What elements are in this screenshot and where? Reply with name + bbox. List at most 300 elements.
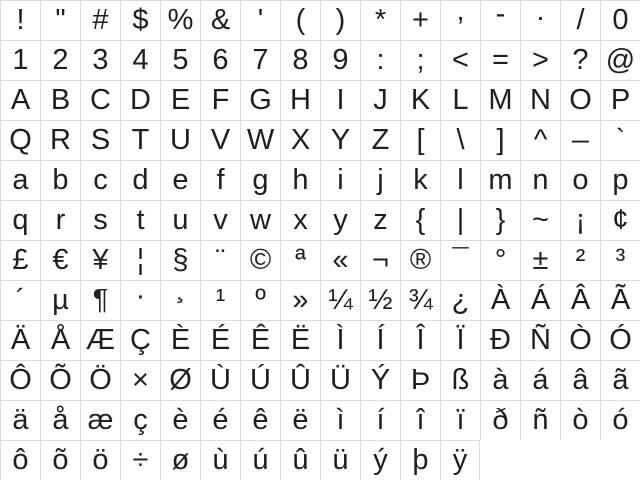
glyph-cell[interactable] [80,240,120,280]
glyph: + [412,4,429,36]
glyph: J [373,84,388,116]
glyph-cell[interactable] [440,0,480,40]
glyph: û [292,444,309,476]
glyph: < [452,44,469,76]
glyph: ý [373,444,388,476]
glyph-cell[interactable] [480,240,520,280]
glyph-cell[interactable] [520,240,560,280]
glyph-cell[interactable] [240,120,280,160]
glyph-cell[interactable] [480,80,520,120]
glyph-cell[interactable] [360,40,400,80]
glyph-cell[interactable] [200,440,240,480]
glyph: Y [330,124,351,156]
glyph-cell[interactable] [200,240,240,280]
glyph-cell[interactable] [120,360,160,400]
glyph-cell[interactable] [120,320,160,360]
glyph-cell[interactable] [40,240,80,280]
glyph-cell[interactable] [320,200,360,240]
glyph-cell[interactable] [120,440,160,480]
glyph-cell[interactable] [240,40,280,80]
glyph: # [92,4,109,36]
glyph-cell[interactable] [400,440,440,480]
glyph-cell[interactable] [200,280,240,320]
glyph-cell[interactable] [360,80,400,120]
glyph: @ [605,44,636,76]
glyph: , [456,0,465,27]
glyph: l [457,164,464,196]
glyph-cell[interactable] [80,440,120,480]
glyph: H [290,84,311,116]
glyph: Ò [569,324,592,356]
glyph-cell[interactable] [40,360,80,400]
glyph-cell[interactable] [40,200,80,240]
glyph-cell[interactable] [240,400,280,440]
glyph-cell[interactable] [200,200,240,240]
glyph: T [131,124,150,156]
glyph-cell[interactable] [560,360,600,400]
glyph: D [130,84,151,116]
glyph-cell[interactable] [520,80,560,120]
glyph-cell[interactable] [360,240,400,280]
glyph-cell[interactable] [320,400,360,440]
glyph: ó [612,404,629,436]
glyph: Ã [610,284,631,316]
glyph-cell[interactable] [40,160,80,200]
glyph: ô [12,444,29,476]
glyph: W [246,124,275,156]
glyph-cell[interactable] [80,80,120,120]
glyph: ¦ [136,244,145,276]
glyph: õ [52,444,69,476]
glyph-cell[interactable] [480,320,520,360]
glyph: ú [252,444,269,476]
glyph-cell[interactable] [560,112,600,160]
glyph-cell[interactable] [280,280,320,320]
glyph-cell[interactable] [480,200,520,240]
glyph-cell[interactable] [320,360,360,400]
glyph-cell[interactable] [80,0,120,40]
glyph: I [336,84,345,116]
glyph-cell[interactable] [560,200,600,240]
glyph-cell[interactable] [200,160,240,200]
glyph-cell[interactable] [80,120,120,160]
glyph: = [492,44,509,76]
glyph: x [293,204,308,236]
glyph-cell[interactable] [280,200,320,240]
glyph-cell[interactable] [400,280,440,320]
glyph-cell[interactable] [400,200,440,240]
glyph-cell[interactable] [440,360,480,400]
glyph-cell[interactable] [400,160,440,200]
glyph-cell[interactable] [120,400,160,440]
glyph: k [413,164,428,196]
glyph-cell[interactable] [0,240,40,280]
glyph: © [249,244,272,276]
glyph-cell[interactable] [400,240,440,280]
glyph-cell[interactable] [480,280,520,320]
glyph-cell[interactable] [0,280,40,320]
glyph-cell[interactable] [360,200,400,240]
glyph-cell[interactable] [480,160,520,200]
glyph: ² [575,244,586,276]
glyph: X [290,124,311,156]
glyph: ¯ [452,244,469,276]
glyph-cell[interactable] [80,360,120,400]
glyph: $ [132,4,149,36]
glyph: o [572,164,589,196]
glyph: ± [532,244,549,276]
glyph: Ñ [530,324,551,356]
glyph: æ [87,404,114,436]
glyph-cell[interactable] [480,40,520,80]
glyph-cell[interactable] [600,40,640,80]
glyph-cell[interactable] [120,240,160,280]
glyph: ] [496,124,505,156]
glyph-cell[interactable] [520,160,560,200]
glyph-cell[interactable] [360,160,400,200]
glyph-cell[interactable] [280,400,320,440]
glyph: e [172,164,189,196]
glyph: ® [409,244,432,276]
glyph-cell[interactable] [240,0,280,40]
glyph-cell[interactable] [520,280,560,320]
glyph: ! [16,4,25,36]
glyph-cell[interactable] [80,200,120,240]
glyph-cell[interactable] [280,360,320,400]
glyph: q [12,204,29,236]
glyph: £ [12,244,29,276]
glyph-cell[interactable] [40,400,80,440]
glyph: ¢ [612,204,629,236]
glyph-cell[interactable] [600,80,640,120]
glyph-cell[interactable] [440,80,480,120]
glyph-cell[interactable] [560,0,600,40]
glyph: : [376,44,385,76]
glyph-cell[interactable] [280,0,320,40]
glyph-cell[interactable] [280,440,320,480]
glyph-cell[interactable] [480,360,520,400]
glyph: þ [412,444,429,476]
glyph: _ [572,112,589,144]
glyph: è [172,404,189,436]
glyph-cell[interactable] [600,320,640,360]
glyph-cell[interactable] [400,80,440,120]
glyph-cell[interactable] [320,320,360,360]
glyph: ) [335,4,346,36]
glyph: ¨ [215,244,226,276]
glyph: Á [530,284,551,316]
glyph: Í [376,324,385,356]
glyph-cell[interactable] [480,400,520,440]
glyph-cell[interactable] [240,200,280,240]
glyph-cell[interactable] [40,0,80,40]
glyph: € [52,244,69,276]
glyph-cell[interactable] [80,160,120,200]
glyph-cell[interactable] [80,400,120,440]
glyph-cell[interactable] [560,280,600,320]
glyph-cell[interactable] [0,200,40,240]
glyph: ç [133,404,148,436]
glyph-cell[interactable] [120,0,160,40]
glyph: - [495,0,506,30]
glyph-cell[interactable] [80,280,120,320]
glyph: ë [292,404,309,436]
glyph-cell[interactable] [440,40,480,80]
glyph-cell[interactable] [280,40,320,80]
glyph: ¡ [575,204,586,236]
glyph-cell[interactable] [320,280,360,320]
glyph: C [90,84,111,116]
glyph: Ù [210,364,231,396]
glyph-cell[interactable] [40,320,80,360]
glyph-cell[interactable] [560,400,600,440]
glyph: ¥ [92,244,109,276]
glyph-cell[interactable] [160,200,200,240]
glyph: i [337,164,344,196]
glyph-cell[interactable] [600,280,640,320]
glyph-cell[interactable] [320,240,360,280]
glyph: « [332,244,349,276]
glyph-cell[interactable] [160,400,200,440]
glyph: Î [416,324,425,356]
glyph: Q [9,124,32,156]
glyph-cell[interactable] [480,120,520,160]
glyph-cell[interactable] [440,280,480,320]
glyph-cell[interactable] [280,240,320,280]
glyph: ¬ [372,244,389,276]
glyph: M [488,84,513,116]
glyph: E [170,84,191,116]
glyph-cell[interactable] [600,360,640,400]
glyph-cell[interactable] [600,160,640,200]
glyph: × [132,364,149,396]
glyph: * [374,4,387,36]
glyph-cell[interactable] [240,320,280,360]
glyph-cell[interactable] [480,0,520,40]
glyph-cell[interactable] [360,400,400,440]
glyph-cell[interactable] [440,120,480,160]
glyph: ÿ [452,444,468,476]
glyph-cell[interactable] [320,80,360,120]
glyph-cell[interactable] [520,40,560,80]
glyph-cell[interactable] [200,320,240,360]
glyph: s [93,204,108,236]
glyph-cell[interactable] [240,80,280,120]
glyph: > [532,44,549,76]
glyph-cell[interactable] [400,360,440,400]
glyph-cell[interactable] [0,360,40,400]
glyph: ´ [15,284,26,316]
glyph-cell[interactable] [520,120,560,160]
glyph-cell[interactable] [160,120,200,160]
glyph-cell[interactable] [200,360,240,400]
glyph-cell[interactable] [120,280,160,320]
glyph-cell[interactable] [360,440,400,480]
glyph-cell[interactable] [320,440,360,480]
glyph-cell[interactable] [280,120,320,160]
glyph: ü [332,444,349,476]
glyph: ³ [615,244,626,276]
glyph-cell[interactable] [40,280,80,320]
glyph-cell[interactable] [440,440,480,480]
glyph-cell[interactable] [0,440,40,480]
glyph-cell[interactable] [600,200,640,240]
glyph: w [250,204,271,236]
glyph-cell[interactable] [560,160,600,200]
glyph-cell[interactable] [120,200,160,240]
glyph-cell[interactable] [160,160,200,200]
glyph: y [333,204,348,236]
glyph: é [212,404,229,436]
glyph-cell[interactable] [0,160,40,200]
glyph: · [135,280,146,312]
glyph: ã [612,364,629,396]
glyph-cell[interactable] [280,320,320,360]
glyph-cell[interactable] [160,80,200,120]
glyph-cell[interactable] [320,160,360,200]
glyph-cell[interactable] [200,0,240,40]
glyph-cell[interactable] [360,120,400,160]
glyph: Ä [10,324,31,356]
glyph-cell[interactable] [160,440,200,480]
glyph-cell[interactable] [120,120,160,160]
glyph-cell[interactable] [600,240,640,280]
glyph: Ø [169,364,192,396]
glyph: ö [92,444,109,476]
glyph: m [488,164,513,196]
glyph-cell[interactable] [240,360,280,400]
glyph: 9 [332,44,349,76]
glyph-cell[interactable] [200,40,240,80]
glyph: ù [212,444,229,476]
glyph: r [55,204,66,236]
glyph-cell[interactable] [520,400,560,440]
glyph: Ö [89,364,112,396]
glyph: ( [295,4,306,36]
glyph-cell[interactable] [520,0,560,40]
glyph-cell[interactable] [520,320,560,360]
glyph-cell[interactable] [440,240,480,280]
glyph-cell[interactable] [200,400,240,440]
glyph-cell[interactable] [560,240,600,280]
glyph-cell[interactable] [320,40,360,80]
glyph-cell[interactable] [360,360,400,400]
glyph: Þ [410,364,431,396]
glyph-cell[interactable] [240,240,280,280]
glyph-cell[interactable] [160,0,200,40]
glyph: V [210,124,231,156]
glyph: a [12,164,29,196]
glyph: ¶ [92,284,109,316]
glyph: Û [290,364,311,396]
glyph: N [530,84,551,116]
glyph-cell[interactable] [400,320,440,360]
glyph: ? [572,44,589,76]
glyph-cell[interactable] [0,320,40,360]
glyph-cell[interactable] [120,40,160,80]
glyph-cell[interactable] [360,320,400,360]
glyph-cell[interactable] [200,80,240,120]
glyph-cell[interactable] [0,40,40,80]
glyph-cell[interactable] [280,80,320,120]
glyph-cell[interactable] [80,40,120,80]
glyph-cell[interactable] [200,120,240,160]
glyph-cell[interactable] [360,280,400,320]
glyph-cell[interactable] [520,200,560,240]
glyph-cell[interactable] [40,120,80,160]
glyph-cell[interactable] [0,120,40,160]
glyph: z [373,204,388,236]
glyph-cell[interactable] [280,160,320,200]
glyph: ' [257,4,264,36]
glyph-cell[interactable] [120,160,160,200]
glyph: Ç [130,324,151,356]
glyph-cell[interactable] [600,0,640,40]
glyph: d [132,164,149,196]
glyph-cell[interactable] [240,280,280,320]
glyph-cell[interactable] [320,120,360,160]
glyph-cell[interactable] [600,120,640,160]
glyph-cell[interactable] [440,160,480,200]
glyph: p [612,164,629,196]
glyph-cell[interactable] [40,40,80,80]
glyph-cell[interactable] [560,40,600,80]
glyph: \ [456,124,465,156]
glyph: § [172,244,189,276]
glyph: G [249,84,272,116]
glyph: A [10,84,31,116]
glyph-cell[interactable] [160,320,200,360]
glyph-cell[interactable] [0,400,40,440]
glyph: u [172,204,189,236]
glyph-cell[interactable] [40,80,80,120]
glyph-cell[interactable] [400,400,440,440]
glyph: 3 [92,44,109,76]
glyph-cell[interactable] [440,400,480,440]
glyph: | [456,204,465,236]
glyph-cell[interactable] [400,0,440,40]
glyph-cell[interactable] [40,440,80,480]
glyph: { [415,204,426,236]
glyph-cell[interactable] [0,80,40,120]
glyph-cell[interactable] [560,320,600,360]
glyph-cell[interactable] [0,0,40,40]
glyph-cell[interactable] [600,400,640,440]
glyph: / [576,4,585,36]
glyph-cell[interactable] [520,360,560,400]
glyph-cell[interactable] [160,40,200,80]
glyph-cell[interactable] [80,320,120,360]
glyph-cell[interactable] [400,120,440,160]
glyph-cell[interactable] [240,160,280,200]
glyph-cell[interactable] [360,0,400,40]
glyph-cell[interactable] [440,320,480,360]
glyph-cell[interactable] [120,80,160,120]
glyph: % [167,4,194,36]
glyph: h [292,164,309,196]
glyph: º [255,284,266,316]
glyph-cell[interactable] [160,272,200,320]
glyph: â [572,364,589,396]
glyph-cell[interactable] [160,360,200,400]
glyph: ^ [533,124,548,156]
glyph-cell[interactable] [400,40,440,80]
glyph: î [416,404,425,436]
glyph: t [136,204,145,236]
glyph-cell[interactable] [240,440,280,480]
glyph-cell[interactable] [440,200,480,240]
glyph-cell[interactable] [320,0,360,40]
